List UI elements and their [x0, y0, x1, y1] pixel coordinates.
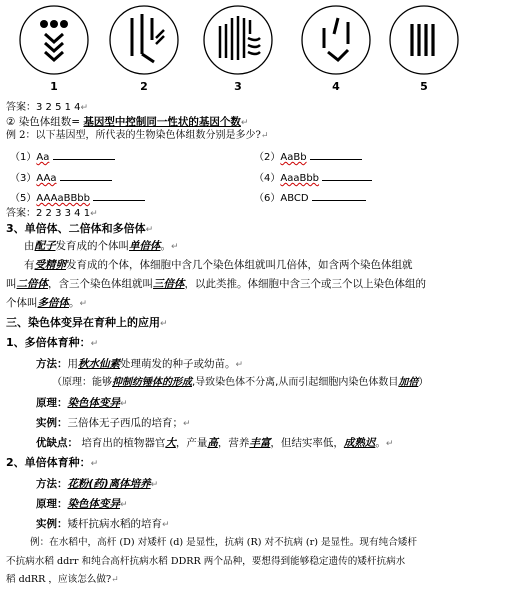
- dots-and-chevrons-cell-icon: [18, 4, 90, 76]
- answer-blank: [60, 169, 112, 181]
- example2-item-4: （4）AaaBbb: [254, 169, 372, 186]
- polyploid-principle-note: （原理：能够抑制纺锤体的形成,导致染色体不分离,从而引起细胞内染色体数目加倍）: [52, 377, 429, 388]
- formula-line: ② 染色体组数= 基因型中控制同一性状的基因个数↵: [6, 116, 249, 128]
- face-strokes-cell-icon: [300, 4, 372, 76]
- haploid-title: 2、单倍体育种：↵: [6, 456, 99, 469]
- barcode-and-arcs-cell-icon: [202, 4, 274, 76]
- answer-blank: [93, 189, 145, 201]
- section3-line-2: 有受精卵发育成的个体，体细胞中含几个染色体组就叫几倍体，如含两个染色体组就: [24, 259, 413, 271]
- answer-blank: [322, 169, 372, 181]
- example2-item-6: （6）ABCD: [254, 189, 366, 206]
- answer-blank: [312, 189, 366, 201]
- figure-number-2: 2: [140, 80, 148, 93]
- figure-number-5: 5: [420, 80, 428, 93]
- formula-term: 染色体组数=: [18, 116, 81, 128]
- chromosome-figures: [0, 0, 510, 98]
- figure-5: [388, 4, 460, 76]
- example2-item-5: （5）AAAaBBbb: [10, 189, 145, 206]
- answer-value: 3 2 5 1 4: [36, 102, 81, 113]
- bracket-lines-cell-icon: [108, 4, 180, 76]
- example2-item-2: （2）AaBb: [254, 148, 362, 165]
- section3-title: 3、单倍体、二倍体和多倍体↵: [6, 222, 154, 235]
- answer-blank: [53, 148, 115, 160]
- example2-item-3: （3）AAa: [10, 169, 112, 186]
- section3-line-4: 个体叫多倍体。↵: [6, 297, 88, 309]
- answer-blank: [310, 148, 362, 160]
- example2-prompt: 例 2：以下基因型，所代表的生物染色体组数分别是多少?↵: [6, 130, 269, 141]
- haploid-example: 实例：矮杆抗病水稻的培育↵: [36, 518, 170, 530]
- haploid-question-line-1: 例：在水稻中，高杆 (D) 对矮杆 (d) 是显性，抗病 (R) 对不抗病 (r) 是显性。现有纯合矮杆: [30, 537, 417, 548]
- polyploid-principle: 原理：染色体变异↵: [36, 397, 128, 409]
- polyploid-example: 实例：三倍体无子西瓜的培育；↵: [36, 417, 191, 429]
- vertical-bars-cell-icon: [388, 4, 460, 76]
- formula-value: 基因型中控制同一性状的基因个数: [83, 116, 241, 128]
- figure-number-1: 1: [50, 80, 58, 93]
- haploid-method: 方法：花粉(药)离体培养↵: [36, 478, 159, 490]
- section3-line-3: 叫二倍体，含三个染色体组就叫三倍体，以此类推。体细胞中含三个或三个以上染色体组的: [6, 278, 426, 290]
- figure-3: [202, 4, 274, 76]
- figure-1: [18, 4, 90, 76]
- figure-number-3: 3: [234, 80, 242, 93]
- figure-2: [108, 4, 180, 76]
- polyploid-title: 1、多倍体育种：↵: [6, 336, 99, 349]
- haploid-question-line-2: 不抗病水稻 ddrr 和纯合高杆抗病水稻 DDRR 两个品种，要想得到能够稳定遗传的矮杆抗病水: [6, 556, 406, 567]
- example2-item-1: （1）Aa: [10, 148, 115, 165]
- figure-number-4: 4: [332, 80, 340, 93]
- answer-line-2: 答案：2 2 3 3 4 1↵: [6, 208, 98, 219]
- answer-line-1: 答案：3 2 5 1 4↵: [6, 102, 89, 113]
- section3-line-1: 由配子发育成的个体叫单倍体。↵: [24, 240, 179, 252]
- sectionIII-title: 三、染色体变异在育种上的应用↵: [6, 316, 168, 329]
- polyploid-pros-cons: 优缺点： 培育出的植物器官大，产量高，营养丰富，但结实率低，成熟迟。↵: [36, 437, 394, 449]
- haploid-principle: 原理：染色体变异↵: [36, 498, 128, 510]
- haploid-question-line-3: 稻 ddRR ，应该怎么做?↵: [6, 574, 119, 585]
- polyploid-method: 方法：用秋水仙素处理萌发的种子或幼苗。↵: [36, 358, 244, 370]
- answer-label: 答案：: [6, 102, 36, 113]
- figure-4: [300, 4, 372, 76]
